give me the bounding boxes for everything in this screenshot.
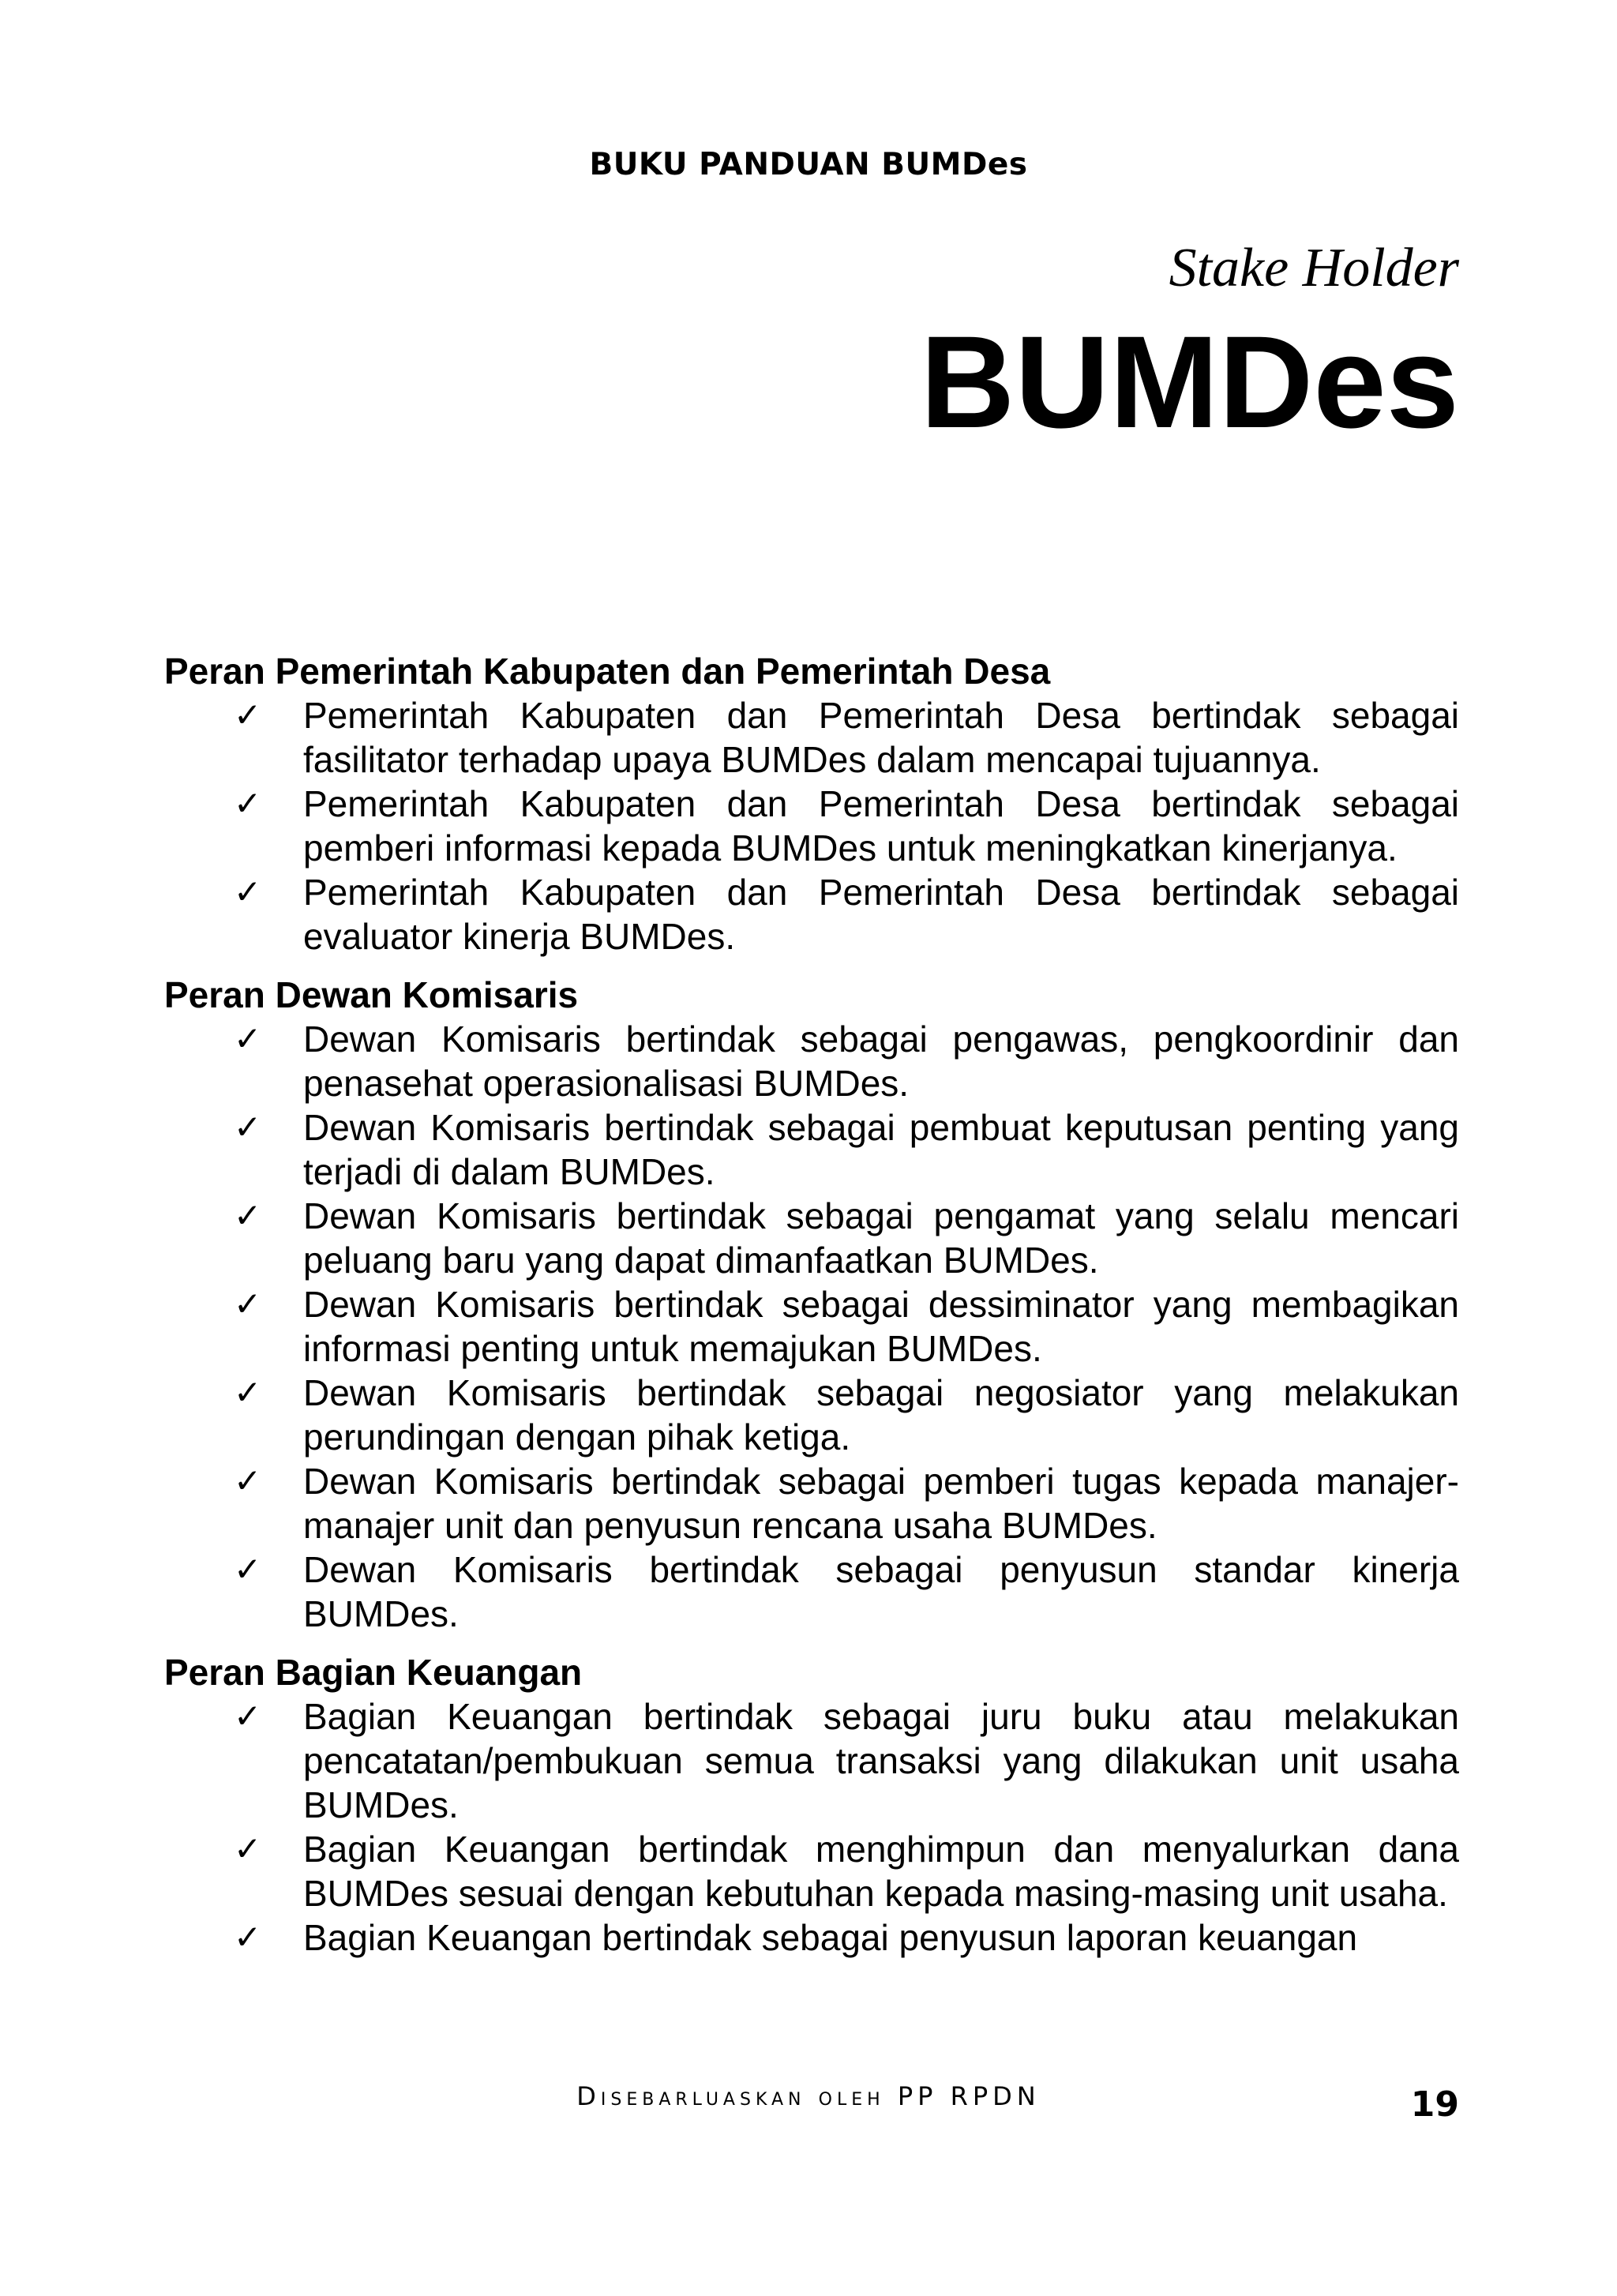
list-item-text: Dewan Komisaris bertindak sebagai pembuat keputusan penting yang terjadi di dalam BUMDes. (303, 1107, 1459, 1192)
checkmark-icon: ✓ (234, 1829, 262, 1868)
list-item (234, 870, 1459, 959)
list-item (234, 1459, 1459, 1548)
list-item (234, 1915, 1459, 1960)
list-item (234, 1371, 1459, 1459)
checklist (164, 1694, 1459, 1960)
list-item (234, 693, 1459, 782)
section-heading: Peran Bagian Keuangan (164, 1652, 583, 1693)
list-item-text: Bagian Keuangan bertindak sebagai penyusun laporan keuangan (303, 1917, 1358, 1958)
checklist (164, 1017, 1459, 1636)
section-heading: Peran Dewan Komisaris (164, 974, 579, 1015)
list-item-text: Dewan Komisaris bertindak sebagai pemberi tugas kepada manajer-manajer unit dan penyusun rencana usaha BUMDes. (303, 1461, 1459, 1546)
list-item (234, 1105, 1459, 1194)
list-item-text: Bagian Keuangan bertindak menghimpun dan menyalurkan dana BUMDes sesuai dengan kebutuhan kepada masing-masing unit usaha. (303, 1829, 1459, 1914)
checkmark-icon: ✓ (234, 1918, 262, 1956)
list-item-text: Dewan Komisaris bertindak sebagai dessiminator yang membagikan informasi penting untuk memajukan BUMDes. (303, 1284, 1459, 1369)
checkmark-icon: ✓ (234, 1196, 262, 1235)
checkmark-icon: ✓ (234, 872, 262, 911)
list-item-text: Dewan Komisaris bertindak sebagai penyusun standar kinerja BUMDes. (303, 1549, 1459, 1634)
chapter-title: BUMDes (920, 310, 1459, 456)
list-item (234, 1194, 1459, 1282)
checkmark-icon: ✓ (234, 1108, 262, 1146)
checkmark-icon: ✓ (234, 1550, 262, 1589)
list-item-text: Bagian Keuangan bertindak sebagai juru buku atau melakukan pencatatan/pembukuan semua transaksi yang dilakukan unit usaha BUMDes. (303, 1696, 1459, 1825)
footer-credit: Disebarluaskan oleh PP RPDN (576, 2081, 1041, 2111)
list-item-text: Dewan Komisaris bertindak sebagai negosiator yang melakukan perundingan dengan pihak ketiga. (303, 1372, 1459, 1458)
checkmark-icon: ✓ (234, 784, 262, 823)
list-item-text: Pemerintah Kabupaten dan Pemerintah Desa bertindak sebagai evaluator kinerja BUMDes. (303, 872, 1459, 957)
chapter-subtitle: Stake Holder (1169, 238, 1459, 298)
checkmark-icon: ✓ (234, 1461, 262, 1500)
page-number: 19 (1410, 2084, 1459, 2125)
checkmark-icon: ✓ (234, 696, 262, 734)
section (164, 973, 1459, 1636)
section (164, 1650, 1459, 1960)
running-header: BUKU PANDUAN BUMDes (589, 147, 1028, 182)
list-item (234, 1827, 1459, 1915)
list-item (234, 1282, 1459, 1371)
checklist (164, 693, 1459, 959)
list-item (234, 782, 1459, 870)
list-item (234, 1548, 1459, 1636)
section (164, 649, 1459, 959)
checkmark-icon: ✓ (234, 1697, 262, 1735)
list-item-text: Pemerintah Kabupaten dan Pemerintah Desa bertindak sebagai pemberi informasi kepada BUMDes untuk meningkatkan kinerjanya. (303, 783, 1459, 869)
section-heading: Peran Pemerintah Kabupaten dan Pemerintah Desa (164, 651, 1051, 692)
page-content (164, 649, 1459, 1974)
list-item-text: Dewan Komisaris bertindak sebagai pengawas, pengkoordinir dan penasehat operasionalisasi BUMDes. (303, 1019, 1459, 1104)
list-item-text: Pemerintah Kabupaten dan Pemerintah Desa bertindak sebagai fasilitator terhadap upaya BUMDes dalam mencapai tujuannya. (303, 695, 1459, 780)
list-item (234, 1017, 1459, 1105)
checkmark-icon: ✓ (234, 1285, 262, 1323)
list-item-text: Dewan Komisaris bertindak sebagai pengamat yang selalu mencari peluang baru yang dapat dimanfaatkan BUMDes. (303, 1195, 1459, 1281)
checkmark-icon: ✓ (234, 1019, 262, 1058)
checkmark-icon: ✓ (234, 1373, 262, 1412)
list-item (234, 1694, 1459, 1827)
